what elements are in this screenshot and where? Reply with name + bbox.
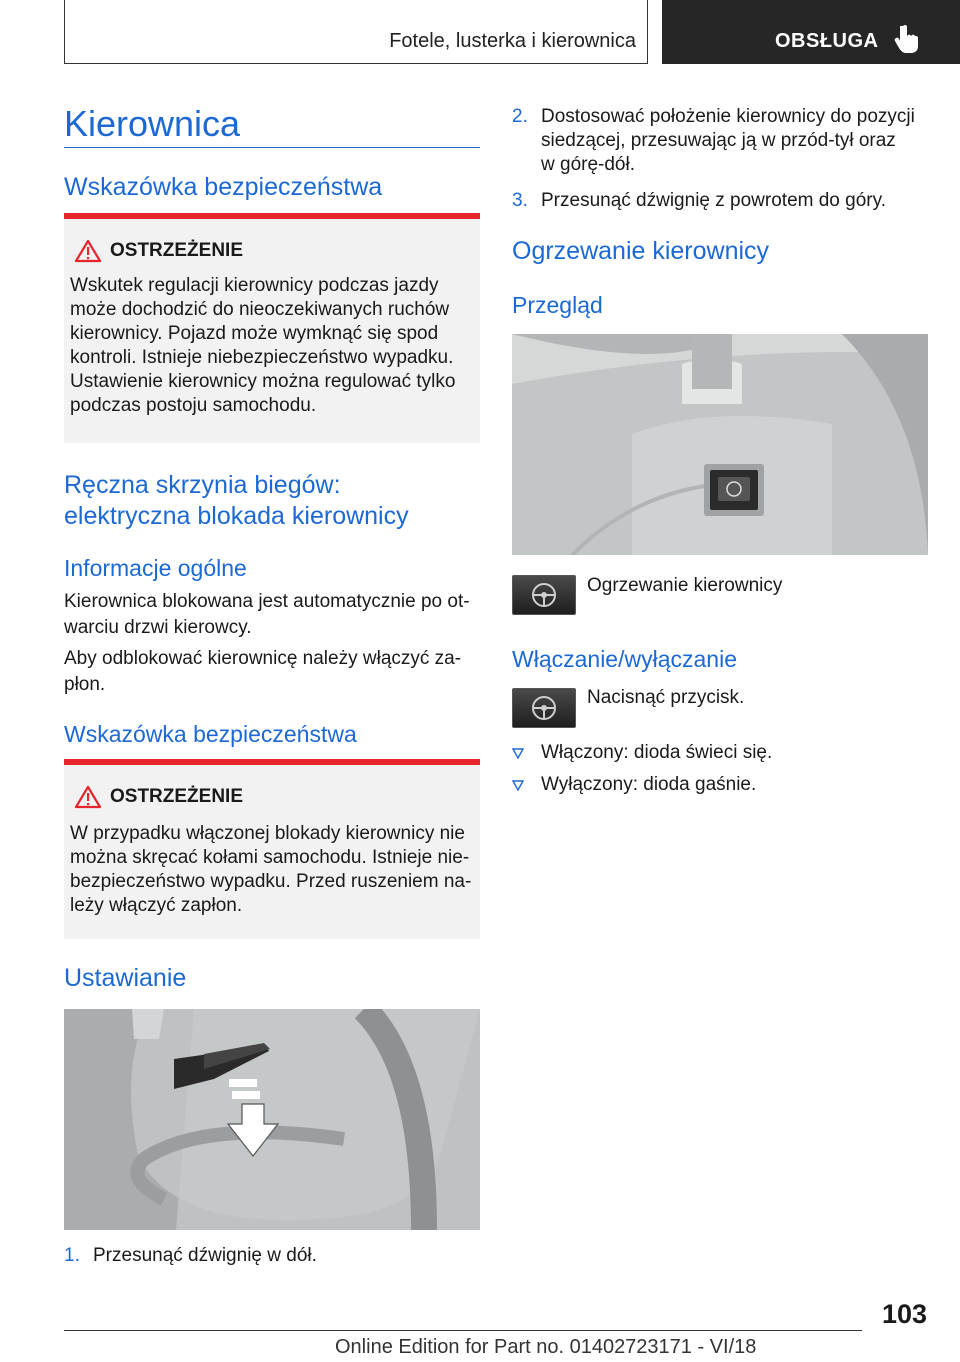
warning-box-2 xyxy=(64,759,480,939)
warning-line: kontroli. Istnieje niebezpieczeństwo wypadku. xyxy=(70,347,454,368)
page-number: 103 xyxy=(882,1299,928,1329)
step-1 xyxy=(64,1244,317,1268)
heating-label: Ogrzewanie kierownicy xyxy=(587,575,783,596)
onoff-heading: Włączanie/wyłączanie xyxy=(512,646,737,672)
warning-body-1 xyxy=(70,274,480,418)
bullet-on xyxy=(512,741,773,765)
footer-rule xyxy=(64,1330,862,1331)
footer-edition: Online Edition for Part no. 01402723171 - VI/18 xyxy=(335,1336,757,1358)
warning-line: można skręcać kołami samochodu. Istnieje nie- xyxy=(70,847,470,868)
warning-triangle-icon xyxy=(74,239,102,263)
warning-triangle-icon xyxy=(74,785,102,809)
warning-title-2: OSTRZEŻENIE xyxy=(110,786,244,807)
header-chapter-title: OBSŁUGA xyxy=(775,30,879,52)
header-section-title: Fotele, lusterka i kierownica xyxy=(389,30,636,52)
heating-button-icon xyxy=(512,688,576,728)
warning-line: podczas postoju samochodu. xyxy=(70,395,317,416)
warning-line: kierownicy. Pojazd może wymknąć się spod xyxy=(70,323,439,344)
text-line: w górę-dół. xyxy=(541,154,635,175)
step-2 xyxy=(512,105,932,175)
warning-line: bezpieczeństwo wypadku. Przed ruszeniem na- xyxy=(70,871,472,892)
warning-body-2 xyxy=(70,822,480,918)
warning-line: W przypadku włączonej blokady kierownicy nie xyxy=(70,823,465,844)
paragraph-autolock xyxy=(64,589,484,641)
heading-line: Ręczna skrzynia biegów: xyxy=(64,471,341,499)
step-text: Przesunąć dźwignię w dół. xyxy=(93,1245,317,1266)
warning-line: Wskutek regulacji kierownicy podczas jazdy xyxy=(70,275,439,296)
general-info-heading: Informacje ogólne xyxy=(64,555,247,581)
title-rule xyxy=(64,147,480,148)
paragraph-unlock xyxy=(64,646,484,698)
adjust-heading: Ustawianie xyxy=(64,964,187,992)
warning-line: leży włączyć zapłon. xyxy=(70,895,243,916)
step-number: 3. xyxy=(512,190,528,211)
text-line: warciu drzwi kierowcy. xyxy=(64,617,252,638)
warning-title-1: OSTRZEŻENIE xyxy=(110,240,244,261)
warning-box-1 xyxy=(64,213,480,443)
bullet-off xyxy=(512,773,757,797)
step-number: 1. xyxy=(64,1245,80,1266)
bullet-text: Włączony: dioda świeci się. xyxy=(541,742,773,763)
step-3 xyxy=(512,189,886,213)
text-line: Dostosować położenie kierownicy do pozycji xyxy=(541,106,915,127)
text-line: Kierownica blokowana jest automatycznie po ot- xyxy=(64,591,470,612)
warning-line: Ustawienie kierownicy można regulować tylko xyxy=(70,371,456,392)
triangle-bullet-icon xyxy=(512,747,524,759)
press-instruction: Nacisnąć przycisk. xyxy=(587,687,745,708)
triangle-bullet-icon xyxy=(512,779,524,791)
text-line: płon. xyxy=(64,674,106,695)
warning-line: może dochodzić do nieoczekiwanych ruchów xyxy=(70,299,450,320)
manual-transmission-heading xyxy=(64,470,409,532)
step-text xyxy=(541,105,941,177)
safety-heading-1: Wskazówka bezpieczeństwa xyxy=(64,173,383,201)
heating-heading: Ogrzewanie kierownicy xyxy=(512,237,770,265)
heating-button-icon xyxy=(512,575,576,615)
header-chapter-box xyxy=(662,0,960,64)
step-text: Przesunąć dźwignię z powrotem do góry. xyxy=(541,190,886,211)
text-line: siedzącej, przesuwając ją w przód-tył oraz xyxy=(541,130,896,151)
text-line: Aby odblokować kierownicę należy włączyć za- xyxy=(64,648,462,669)
page-title: Kierownica xyxy=(64,103,241,144)
step-number: 2. xyxy=(512,106,528,127)
heating-button-illustration xyxy=(512,334,928,555)
heading-line: elektryczna blokada kierownicy xyxy=(64,502,409,530)
hand-pointer-icon xyxy=(894,24,920,54)
bullet-text: Wyłączony: dioda gaśnie. xyxy=(541,774,757,795)
safety-heading-2: Wskazówka bezpieczeństwa xyxy=(64,721,357,747)
steering-lever-illustration xyxy=(64,1009,480,1230)
overview-heading: Przegląd xyxy=(512,292,603,318)
